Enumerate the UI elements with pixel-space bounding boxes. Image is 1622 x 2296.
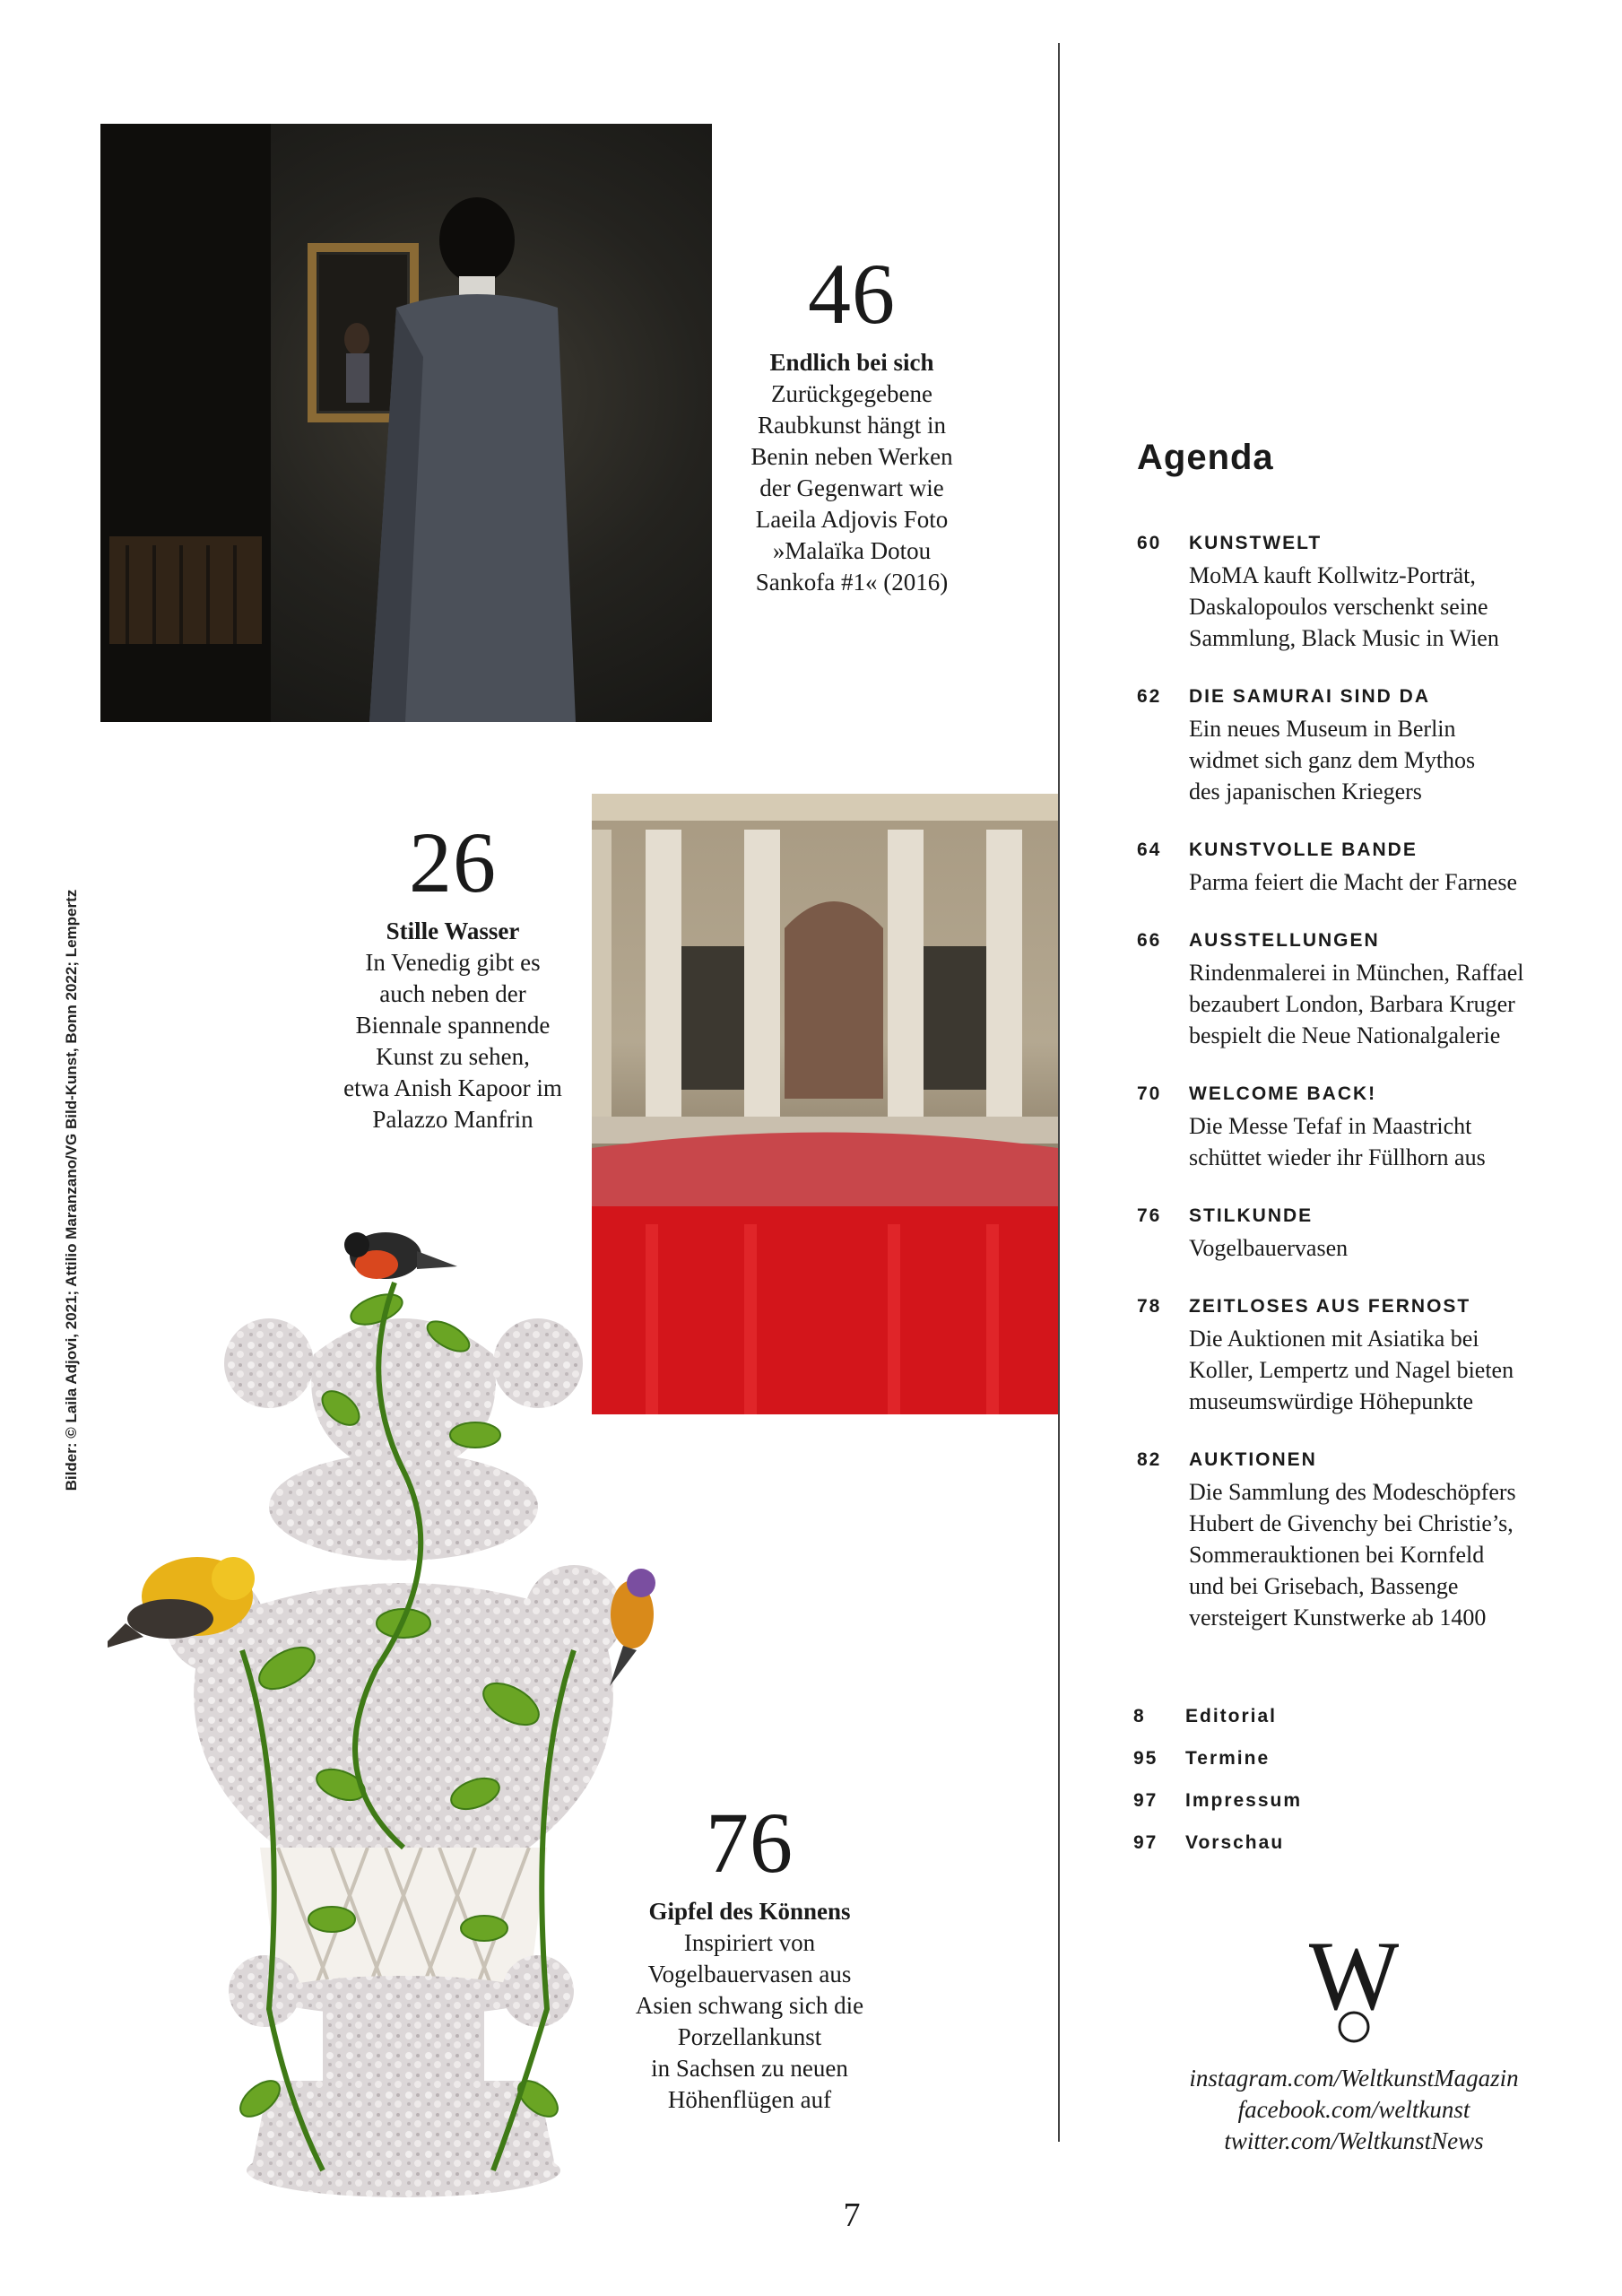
agenda-page-number: 76 xyxy=(1137,1205,1162,1226)
agenda-description: Parma feiert die Macht der Farnese xyxy=(1189,869,1518,895)
agenda-page-number: 66 xyxy=(1137,930,1162,951)
agenda-item[interactable] xyxy=(1137,1078,1567,1173)
feature-page-number: 76 xyxy=(706,1795,794,1891)
agenda-description: MoMA kauft Kollwitz-Porträt, Daskalopoulos verschenkt seine Sammlung, Black Music in Wien xyxy=(1189,562,1499,651)
column-divider xyxy=(1058,43,1060,2142)
social-links xyxy=(1157,2063,1551,2157)
misc-item-termine[interactable] xyxy=(1133,1737,1510,1779)
misc-label: Vorschau xyxy=(1185,1832,1285,1853)
agenda-item[interactable] xyxy=(1137,834,1567,898)
logo-letter: W xyxy=(1309,1928,1399,2031)
agenda-page-number: 78 xyxy=(1137,1296,1162,1317)
misc-item-impressum[interactable] xyxy=(1133,1779,1510,1822)
agenda-heading: DIE SAMURAI SIND DA xyxy=(1189,686,1431,707)
weltkunst-logo-mark xyxy=(1309,1928,1399,2054)
agenda-page-number: 82 xyxy=(1137,1449,1162,1470)
facebook-link[interactable]: facebook.com/weltkunst xyxy=(1237,2096,1470,2123)
agenda-heading: WELCOME BACK! xyxy=(1189,1083,1377,1104)
feature-headline: Endlich bei sich xyxy=(769,349,934,376)
misc-label: Editorial xyxy=(1185,1706,1278,1726)
feature-headline: Stille Wasser xyxy=(386,918,520,944)
photo-man-mirror xyxy=(100,124,712,722)
agenda-heading: KUNSTVOLLE BANDE xyxy=(1189,839,1418,860)
agenda-title: Agenda xyxy=(1137,438,1274,477)
agenda-item[interactable] xyxy=(1137,1444,1567,1633)
photo-credit: Bilder: © Laila Adjovi, 2021; Attilio Maranzano/VG Bild-Kunst, Bonn 2022; Lempertz xyxy=(63,889,80,1492)
instagram-link[interactable]: instagram.com/WeltkunstMagazin xyxy=(1189,2065,1519,2092)
agenda-heading: KUNSTWELT xyxy=(1189,533,1323,553)
feature-76 xyxy=(606,1795,893,2116)
agenda-page-number: 60 xyxy=(1137,533,1162,553)
agenda-item[interactable] xyxy=(1137,925,1567,1051)
misc-page-number: 8 xyxy=(1133,1706,1146,1726)
misc-item-editorial[interactable] xyxy=(1133,1695,1510,1737)
agenda-description: Ein neues Museum in Berlin widmet sich ganz dem Mythos des japanischen Kriegers xyxy=(1189,716,1476,804)
agenda-heading: STILKUNDE xyxy=(1189,1205,1314,1226)
feature-teaser: In Venedig gibt es auch neben der Biennale spannende Kunst zu sehen, etwa Anish Kapoor im Palazzo Manfrin xyxy=(343,949,562,1133)
feature-page-number: 46 xyxy=(808,246,896,342)
agenda-heading: AUKTIONEN xyxy=(1189,1449,1317,1470)
agenda-heading: ZEITLOSES AUS FERNOST xyxy=(1189,1296,1471,1317)
misc-page-number: 97 xyxy=(1133,1790,1158,1811)
page-number: 7 xyxy=(843,2196,861,2234)
feature-headline: Gipfel des Könnens xyxy=(648,1898,851,1925)
misc-sections-list xyxy=(1133,1695,1510,1864)
agenda-description: Rindenmalerei in München, Raffael bezaubert London, Barbara Kruger bespielt die Neue Nationalgalerie xyxy=(1189,960,1524,1048)
agenda-description: Vogelbauervasen xyxy=(1189,1235,1349,1261)
agenda-heading: AUSSTELLUNGEN xyxy=(1189,930,1380,951)
weltkunst-logo xyxy=(1309,1928,1399,2054)
agenda-page-number: 70 xyxy=(1137,1083,1162,1104)
feature-teaser: Zurückgegebene Raubkunst hängt in Benin neben Werken der Gegenwart wie Laeila Adjovis Foto »Malaïka Dotou Sankofa #1« (2016) xyxy=(750,380,953,596)
photo-man-mirror-illustration xyxy=(100,124,712,722)
agenda-item[interactable] xyxy=(1137,1200,1567,1264)
agenda-page-number: 64 xyxy=(1137,839,1162,860)
feature-46 xyxy=(717,246,986,598)
feature-page-number: 26 xyxy=(409,814,497,910)
misc-label: Termine xyxy=(1185,1748,1271,1769)
agenda-page-number: 62 xyxy=(1137,686,1162,707)
agenda-item[interactable] xyxy=(1137,527,1567,654)
misc-page-number: 95 xyxy=(1133,1748,1158,1769)
agenda-list xyxy=(1137,527,1567,1660)
misc-item-vorschau[interactable] xyxy=(1133,1822,1510,1864)
misc-page-number: 97 xyxy=(1133,1832,1158,1853)
misc-label: Impressum xyxy=(1185,1790,1303,1811)
twitter-link[interactable]: twitter.com/WeltkunstNews xyxy=(1224,2127,1484,2154)
agenda-description: Die Auktionen mit Asiatika bei Koller, Lempertz und Nagel bieten museumswürdige Höhepunkte xyxy=(1189,1326,1514,1414)
feature-teaser: Inspiriert von Vogelbauervasen aus Asien schwang sich die Porzellankunst in Sachsen zu neuen Höhenflügen auf xyxy=(635,1929,864,2113)
agenda-item[interactable] xyxy=(1137,681,1567,807)
agenda-description: Die Sammlung des Modeschöpfers Hubert de Givenchy bei Christie’s, Sommerauktionen bei Kornfeld und bei Grisebach, Bassenge versteigert Kunstwerke ab 1400 xyxy=(1189,1479,1516,1631)
agenda-description: Die Messe Tefaf in Maastricht schüttet wieder ihr Füllhorn aus xyxy=(1189,1113,1486,1170)
feature-26 xyxy=(318,814,587,1135)
agenda-item[interactable] xyxy=(1137,1291,1567,1417)
